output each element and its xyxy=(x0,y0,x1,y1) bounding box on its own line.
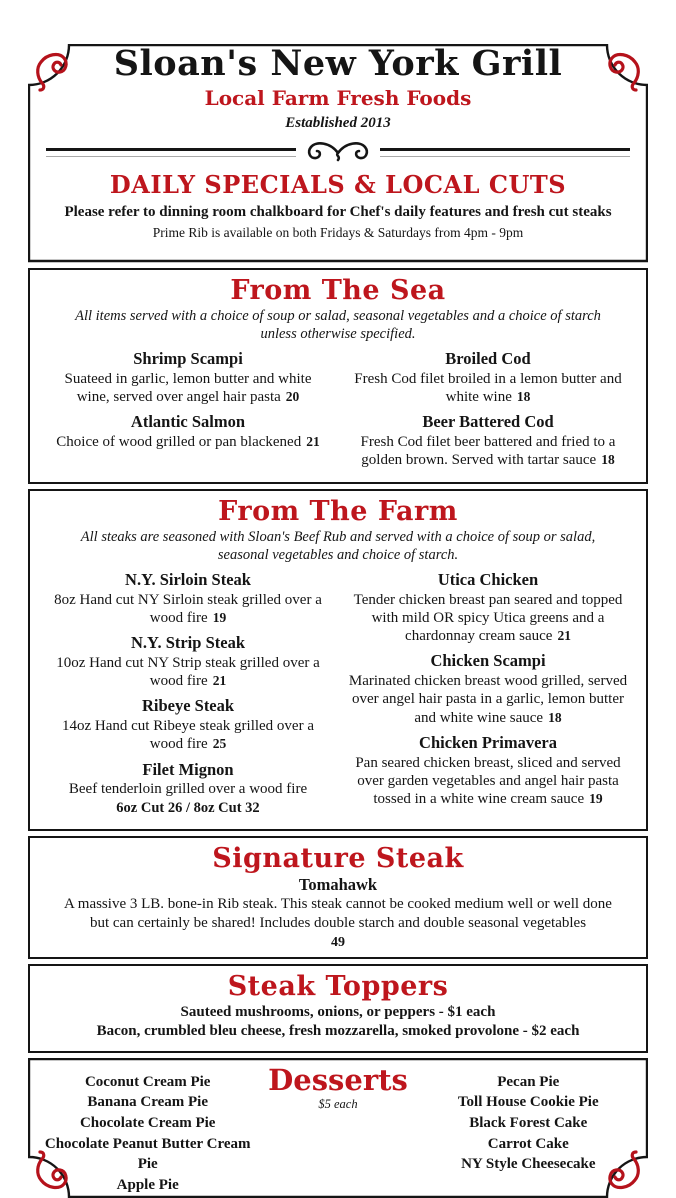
dessert-item: Pecan Pie xyxy=(497,1073,560,1090)
farm-left-column xyxy=(38,570,338,823)
item-price: 20 xyxy=(285,389,300,405)
item-price: 25 xyxy=(212,736,227,752)
menu-item xyxy=(48,570,328,627)
topper-option-line: Bacon, crumbled bleu cheese, fresh mozzarella, smoked provolone - $2 each xyxy=(96,1023,580,1040)
menu-item xyxy=(348,412,628,469)
item-name: Shrimp Scampi xyxy=(133,349,243,369)
item-desc-text: Tender chicken breast pan seared and topped with mild OR spicy Utica greens and a chardonnay cream sauce xyxy=(353,591,623,645)
item-description xyxy=(348,672,628,727)
item-desc-text: Fresh Cod filet beer battered and fried to a golden brown. Served with tartar sauce xyxy=(360,434,616,469)
sea-right-column xyxy=(338,349,638,475)
section-from-the-sea xyxy=(28,268,648,484)
corner-flourish-icon xyxy=(599,1149,643,1193)
corner-flourish-icon xyxy=(33,1149,77,1193)
item-name: Broiled Cod xyxy=(445,349,531,369)
corner-flourish-icon xyxy=(599,49,643,93)
menu-header xyxy=(28,44,648,263)
item-name: Chicken Primavera xyxy=(419,732,557,752)
section-title: Steak Toppers xyxy=(227,970,449,1002)
menu-item xyxy=(348,733,628,809)
item-name: N.Y. Strip Steak xyxy=(131,633,245,653)
restaurant-title: Sloan's New York Grill xyxy=(113,43,563,84)
item-price: 18 xyxy=(548,709,562,725)
item-desc-text: 10oz Hand cut NY Strip steak grilled over a wood fire xyxy=(56,654,320,690)
dessert-item: Carrot Cake xyxy=(487,1135,569,1152)
menu-item xyxy=(348,349,628,406)
dessert-item: Coconut Cream Pie xyxy=(84,1073,211,1090)
item-desc-text: Marinated chicken breast wood grilled, served over angel hair pasta in a garlic, lemon butter and white wine sauce xyxy=(348,673,628,726)
section-steak-toppers xyxy=(28,964,648,1053)
section-note: All items served with a choice of soup or salad, seasonal vegetables and a choice of starch unless otherwise specified. xyxy=(75,308,601,343)
item-desc-text: Choice of wood grilled or pan blackened xyxy=(56,434,302,451)
item-price: 18 xyxy=(601,452,615,468)
section-title: From The Sea xyxy=(230,275,446,306)
topper-option-line: Sauteed mushrooms, onions, or peppers - $1 each xyxy=(180,1003,496,1020)
item-description: Beef tenderloin grilled over a wood fire xyxy=(68,781,308,798)
item-description: A massive 3 LB. bone-in Rib steak. This steak cannot be cooked medium well or well done but can certainly be shared! Includes double starch and double seasonal vegetables xyxy=(64,896,612,931)
daily-specials-title: DAILY SPECIALS & LOCAL CUTS xyxy=(109,170,567,200)
item-description xyxy=(48,370,328,407)
scroll-ornament-icon xyxy=(300,140,376,164)
item-desc-text: 14oz Hand cut Ribeye steak grilled over a wood fire xyxy=(62,718,314,753)
dessert-item: NY Style Cheesecake xyxy=(461,1156,596,1173)
dessert-item: Chocolate Cream Pie xyxy=(79,1115,216,1132)
item-desc-text: 8oz Hand cut NY Sirloin steak grilled over a wood fire xyxy=(54,591,322,626)
item-description xyxy=(348,754,628,809)
divider-line xyxy=(380,148,630,157)
item-name: Chicken Scampi xyxy=(430,651,546,671)
item-description xyxy=(348,591,628,646)
item-price: 21 xyxy=(557,628,571,644)
item-name: Filet Mignon xyxy=(142,759,234,779)
item-name: Atlantic Salmon xyxy=(130,412,246,432)
section-from-the-farm xyxy=(28,489,648,831)
desserts-price-note: $5 each xyxy=(318,1096,358,1111)
item-price: 19 xyxy=(212,609,227,625)
item-name: Tomahawk xyxy=(298,874,378,894)
prime-rib-note: Prime Rib is available on both Fridays & Saturdays from 4pm - 9pm xyxy=(152,225,524,241)
menu-page xyxy=(28,28,648,1198)
section-title: From The Farm xyxy=(218,495,458,527)
established-text: Established 2013 xyxy=(285,115,391,132)
section-desserts xyxy=(28,1058,648,1198)
item-price: 49 xyxy=(331,934,345,950)
item-name: Ribeye Steak xyxy=(141,696,235,716)
item-description xyxy=(348,433,628,470)
item-price: 19 xyxy=(589,791,603,807)
section-title: Signature Steak xyxy=(212,842,464,874)
menu-item xyxy=(348,570,628,646)
item-desc-text: Suateed in garlic, lemon butter and white wine, served over angel hair pasta xyxy=(64,370,312,406)
sea-left-column xyxy=(38,349,338,475)
dessert-item: Chocolate Peanut Butter Cream Pie xyxy=(44,1135,251,1173)
ornamental-divider xyxy=(46,138,630,166)
divider-line xyxy=(46,148,296,157)
menu-item xyxy=(348,651,628,727)
item-description xyxy=(48,433,328,451)
item-name: N.Y. Sirloin Steak xyxy=(125,569,251,589)
item-desc-text: Pan seared chicken breast, sliced and served over garden vegetables and angel hair pasta tossed in a white wine cream sauce xyxy=(355,754,621,808)
item-price: 21 xyxy=(212,673,227,689)
dessert-item: Banana Cream Pie xyxy=(87,1094,208,1111)
item-price: 21 xyxy=(306,434,320,450)
menu-item xyxy=(48,412,328,451)
section-note: All steaks are seasoned with Sloan's Beef Rub and served with a choice of soup or salad, seasonal vegetables and choice of starch. xyxy=(80,528,596,563)
item-name: Utica Chicken xyxy=(437,569,539,589)
item-description xyxy=(48,654,328,691)
item-description xyxy=(348,370,628,407)
dessert-item: Toll House Cookie Pie xyxy=(457,1094,599,1111)
menu-item xyxy=(48,760,328,817)
item-price: 18 xyxy=(516,389,531,405)
section-signature-steak xyxy=(28,836,648,959)
item-description xyxy=(48,591,328,628)
corner-flourish-icon xyxy=(33,49,77,93)
menu-item xyxy=(48,633,328,690)
item-price: 6oz Cut 26 / 8oz Cut 32 xyxy=(116,799,260,816)
menu-item xyxy=(48,696,328,753)
daily-specials-note: Please refer to dinning room chalkboard for Chef's daily features and fresh cut steaks xyxy=(64,204,612,221)
dessert-item: Black Forest Cake xyxy=(469,1115,588,1132)
dessert-item: Apple Pie xyxy=(116,1177,179,1194)
section-title: Desserts xyxy=(268,1062,408,1097)
restaurant-subtitle: Local Farm Fresh Foods xyxy=(204,86,472,111)
item-description xyxy=(48,717,328,754)
farm-right-column xyxy=(338,570,638,823)
desserts-title-block xyxy=(253,1062,422,1196)
menu-item xyxy=(48,349,328,406)
item-name: Beer Battered Cod xyxy=(422,412,554,432)
item-desc-text: Fresh Cod filet broiled in a lemon butter and white wine xyxy=(354,370,622,406)
